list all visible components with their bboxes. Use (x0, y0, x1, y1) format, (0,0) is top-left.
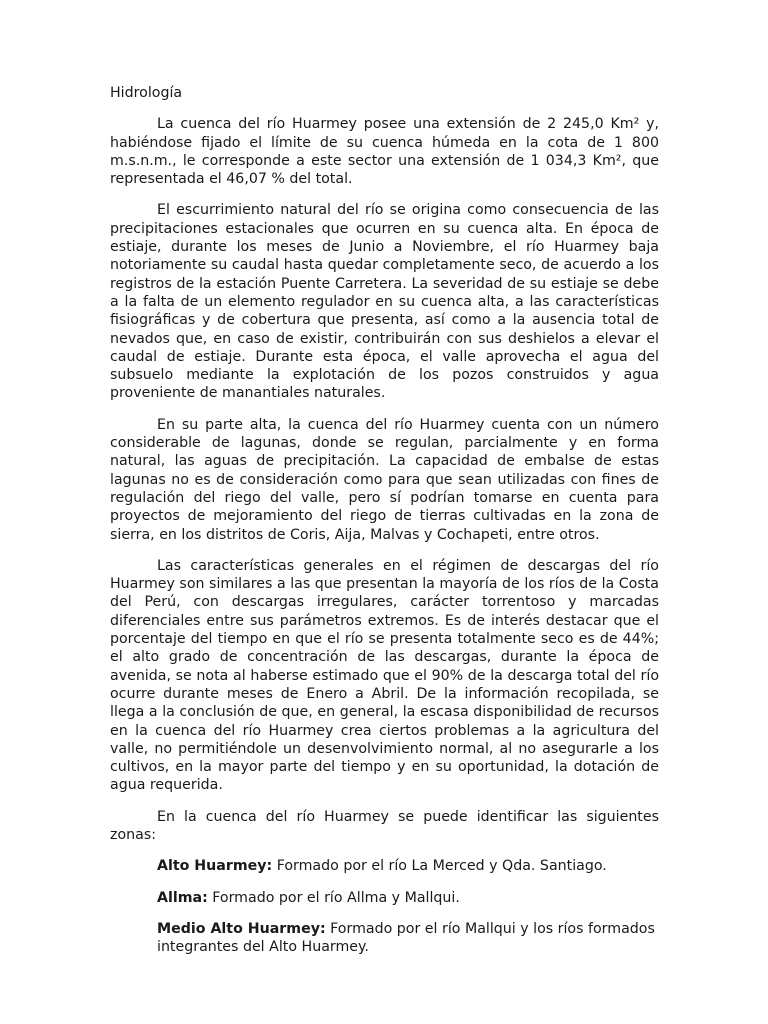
document-page (110, 84, 659, 969)
paragraph-zones-intro: En la cuenca del río Huarmey se puede identificar las siguientes zonas: (110, 808, 659, 843)
zone-name: Alto Huarmey: (157, 858, 273, 875)
zone-item-allma (157, 889, 659, 907)
zone-description: Formado por el río La Merced y Qda. Santiago. (272, 858, 607, 875)
zone-description: Formado por el río Mallqui y los ríos formados integrantes del Alto Huarmey. (157, 920, 655, 956)
zone-name: Medio Alto Huarmey: (157, 920, 326, 937)
zone-description: Formado por el río Allma y Mallqui. (207, 889, 460, 906)
paragraph-discharge-regime: Las características generales en el régimen de descargas del río Huarmey son similares a las que presentan la mayoría de los ríos de la Costa del Perú, con descargas irregulares, carácter torrentoso y marcadas diferenciales entre sus parámetros extremos. Es de interés destacar que el porcentaje del tiempo en que el río se presenta totalmente seco es de 44%; el alto grado de concentración de las descargas, durante la época de avenida, se nota al haberse estimado que el 90% de la descarga total del río ocurre durante meses de Enero a Abril. De la información recopilada, se llega a la conclusión de que, en general, la escasa disponibilidad de recursos en la cuenca del río Huarmey crea ciertos problemas a la agricultura del valle, no permitiéndole un desenvolvimiento normal, al no asegurarle a los cultivos, en la mayor parte del tiempo y en su oportunidad, la dotación de agua requerida. (110, 557, 659, 794)
paragraph-basin-extent: La cuenca del río Huarmey posee una extensión de 2 245,0 Km² y, habiéndose fijado el límite de su cuenca húmeda en la cota de 1 800 m.s.n.m., le corresponde a este sector una extensión de 1 034,3 Km², que representada el 46,07 % del total. (110, 116, 659, 188)
paragraph-lagoons: En su parte alta, la cuenca del río Huarmey cuenta con un número considerable de lagunas, donde se regulan, parcialmente y en forma natural, las aguas de precipitación. La capacidad de embalse de estas lagunas no es de consideración como para que sean utilizadas con fines de regulación del riego del valle, pero sí podrían tomarse en cuenta para proyectos de mejoramiento del riego de tierras cultivadas en la zona de sierra, en los distritos de Coris, Aija, Malvas y Cochapeti, entre otros. (110, 416, 659, 543)
zone-name: Allma: (157, 889, 208, 906)
section-heading: Hidrología (110, 85, 183, 101)
zone-item-medio-alto-huarmey (157, 920, 659, 957)
zone-item-alto-huarmey (157, 857, 659, 875)
paragraph-natural-runoff: El escurrimiento natural del río se origina como consecuencia de las precipitaciones estacionales que ocurren en su cuenca alta. En época de estiaje, durante los meses de Junio a Noviembre, el río Huarmey baja notoriamente su caudal hasta quedar completamente seco, de acuerdo a los registros de la estación Puente Carretera. La severidad de su estiaje se debe a la falta de un elemento regulador en su cuenca alta, a las características fisiográficas y de cobertura que presenta, así como a la ausencia total de nevados que, en caso de existir, contribuirán con sus deshielos a elevar el caudal de estiaje. Durante esta época, el valle aprovecha el agua del subsuelo mediante la explotación de los pozos construidos y agua proveniente de manantiales naturales. (110, 202, 659, 402)
